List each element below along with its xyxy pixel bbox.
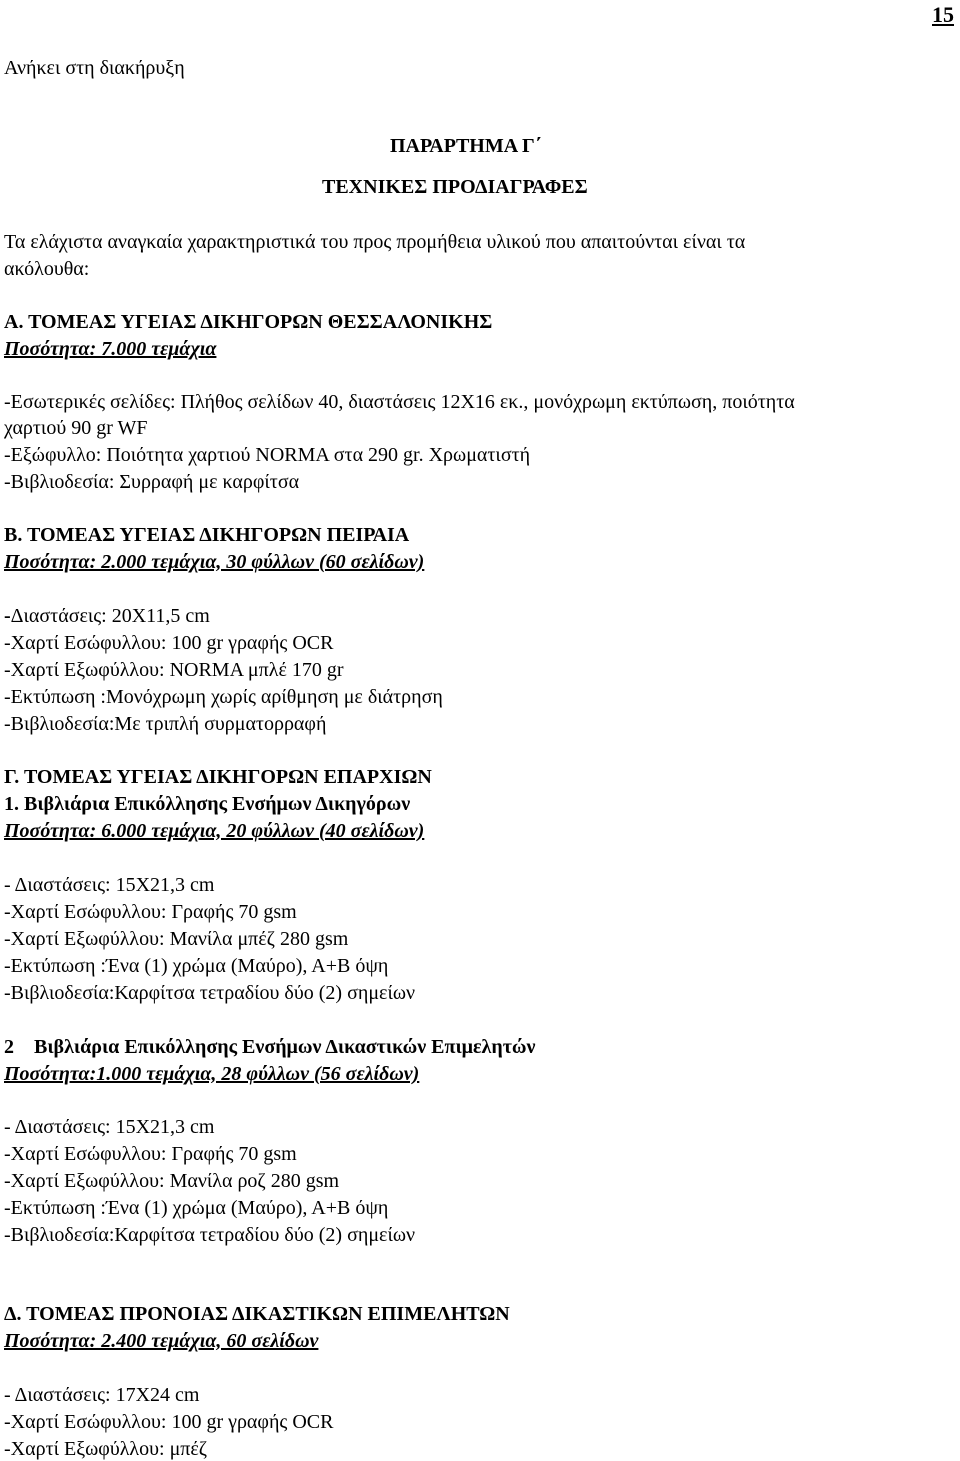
item-2-title xyxy=(4,1035,535,1059)
spec-line: -Χαρτί Εσώφυλλου: 100 gr γραφής OCR xyxy=(4,1411,334,1433)
document-title: ΤΕΧΝΙΚΕΣ ΠΡΟΔΙΑΓΡΑΦΕΣ xyxy=(322,176,588,198)
spec-line: -Χαρτί Εξωφύλλου: μπέζ xyxy=(4,1438,208,1460)
section-c-title: Γ. ΤΟΜΕΑΣ ΥΓΕΙΑΣ ΔΙΚΗΓΟΡΩΝ ΕΠΑΡΧΙΩΝ xyxy=(4,766,432,788)
spec-line: -Εκτύπωση :Ένα (1) χρώμα (Μαύρο), Α+Β όψη xyxy=(4,955,389,977)
item-2-quantity: Ποσότητα:1.000 τεμάχια, 28 φύλλων (56 σελίδων) xyxy=(4,1063,420,1085)
posting-note: Ανήκει στη διακήρυξη xyxy=(4,57,185,79)
spec-line: -Βιβλιοδεσία:Με τριπλή συρματορραφή xyxy=(4,713,327,735)
spec-line: -Εκτύπωση :Ένα (1) χρώμα (Μαύρο), Α+Β όψη xyxy=(4,1197,389,1219)
section-a-title: Α. ΤΟΜΕΑΣ ΥΓΕΙΑΣ ΔΙΚΗΓΟΡΩΝ ΘΕΣΣΑΛΟΝΙΚΗΣ xyxy=(4,311,493,333)
bold-dash: - xyxy=(4,605,11,627)
spec-line: -Χαρτί Εξωφύλλου: Μανίλα μπέζ 280 gsm xyxy=(4,928,349,950)
spec-line: -Εκτύπωση :Μονόχρωμη χωρίς αρίθμηση με διάτρηση xyxy=(4,686,443,708)
section-d-title: Δ. ΤΟΜΕΑΣ ΠΡΟΝΟΙΑΣ ΔΙΚΑΣΤΙΚΩΝ ΕΠΙΜΕΛΗΤΩΝ xyxy=(4,1303,510,1325)
spec-line: -Βιβλιοδεσία:Καρφίτσα τετραδίου δύο (2) σημείων xyxy=(4,982,416,1004)
spec-line: - Διαστάσεις: 15Χ21,3 cm xyxy=(4,874,215,896)
item-2-number: 2 xyxy=(4,1036,14,1058)
spec-line: - Διαστάσεις: 15Χ21,3 cm xyxy=(4,1116,215,1138)
spec-line: -Χαρτί Εσώφυλλου: 100 gr γραφής OCR xyxy=(4,632,334,654)
spec-line: - Διαστάσεις: 17Χ24 cm xyxy=(4,1384,200,1406)
dimensions-text: Διαστάσεις: 20Χ11,5 cm xyxy=(10,605,210,627)
spec-line: -Χαρτί Εσώφυλλου: Γραφής 70 gsm xyxy=(4,1143,297,1165)
item-1-quantity: Ποσότητα: 6.000 τεμάχια, 20 φύλλων (40 σελίδων) xyxy=(4,820,425,842)
spec-line: -Χαρτί Εξωφύλλου: NORMA μπλέ 170 gr xyxy=(4,659,344,681)
section-a-quantity: Ποσότητα: 7.000 τεμάχια xyxy=(4,338,217,360)
spec-line: -Εξώφυλλο: Ποιότητα χαρτιού NORMA στα 290 gr. Χρωματιστή xyxy=(4,444,531,466)
spec-line: χαρτιού 90 gr WF xyxy=(4,417,148,439)
spec-line: -Βιβλιοδεσία: Συρραφή με καρφίτσα xyxy=(4,471,300,493)
spec-line: -Εσωτερικές σελίδες: Πλήθος σελίδων 40, διαστάσεις 12Χ16 εκ., μονόχρωμη εκτύπωση, ποιότητα xyxy=(4,391,795,413)
spec-line: -Χαρτί Εσώφυλλου: Γραφής 70 gsm xyxy=(4,901,297,923)
spec-line: -Βιβλιοδεσία:Καρφίτσα τετραδίου δύο (2) σημείων xyxy=(4,1224,416,1246)
spec-line: -Χαρτί Εξωφύλλου: Μανίλα ροζ 280 gsm xyxy=(4,1170,340,1192)
intro-line: Τα ελάχιστα αναγκαία χαρακτηριστικά του προς προμήθεια υλικού που απαιτούνται είναι τα xyxy=(4,231,746,253)
spec-line xyxy=(4,604,210,628)
appendix-heading: ΠΑΡΑΡΤΗΜΑ Γ΄ xyxy=(390,135,542,157)
section-b-quantity: Ποσότητα: 2.000 τεμάχια, 30 φύλλων (60 σελίδων) xyxy=(4,551,425,573)
intro-line: ακόλουθα: xyxy=(4,258,90,280)
item-1-title: 1. Βιβλιάρια Επικόλλησης Ενσήμων Δικηγόρων xyxy=(4,793,411,815)
item-2-title-text: Βιβλιάρια Επικόλλησης Ενσήμων Δικαστικών Επιμελητών xyxy=(34,1036,536,1058)
section-b-title: Β. ΤΟΜΕΑΣ ΥΓΕΙΑΣ ΔΙΚΗΓΟΡΩΝ ΠΕΙΡΑΙΑ xyxy=(4,524,410,546)
page-number: 15 xyxy=(932,2,954,27)
section-d-quantity: Ποσότητα: 2.400 τεμάχια, 60 σελίδων xyxy=(4,1330,319,1352)
